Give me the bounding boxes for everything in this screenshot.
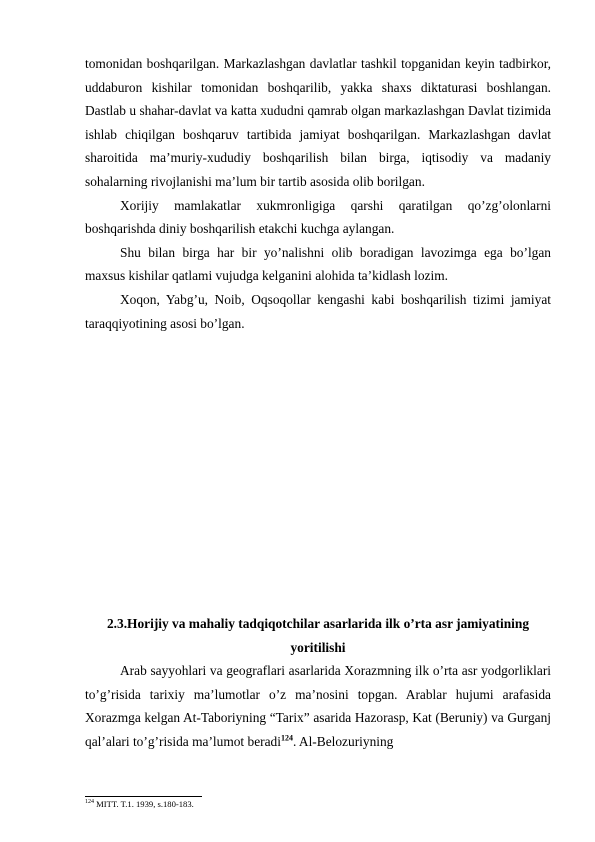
paragraph: Xoqon, Yabg’u, Noib, Oqsoqollar kengashi kabi boshqarilish tizimi jamiyat taraqqiyotining asosi bo’lgan.: [85, 291, 551, 331]
paragraph: [85, 659, 551, 753]
section-heading: [85, 612, 551, 659]
section-heading-line: yoritilishi: [290, 639, 346, 655]
paragraph-text: . Al-Belozuriyning: [292, 733, 394, 749]
paragraph-text: Arab sayyohlari va geograflari asarlarida Xorazmning ilk o’rta asr yodgorliklari to’g’risida tarixiy ma’lumotlar o’z ma’nosini topgan. Arablar hujumi arafasida Xorazmga kelgan At-Taboriyning “Tarix” asarida Hazorasp, Kat (Beruniy) va Gurganj qal’alari to’g’risida ma’lumot beradi: [85, 663, 551, 749]
footnote: [85, 799, 551, 810]
footnote-text: MITT. T.1. 1939, s.180-183.: [94, 799, 194, 809]
footnote-divider: [85, 796, 202, 797]
body-text-top: [85, 52, 551, 335]
footnote-reference: 124: [280, 733, 293, 743]
section-heading-line: 2.3.Horijiy va mahaliy tadqiqotchilar asarlarida ilk o’rta asr jamiyatining: [106, 616, 530, 631]
paragraph: Xorijiy mamlakatlar xukmronligiga qarshi qaratilgan qo’zg’olonlarni boshqarishda diniy boshqarilish etakchi kuchga aylangan.: [85, 197, 551, 237]
paragraph: tomonidan boshqarilgan. Markazlashgan davlatlar tashkil topganidan keyin tadbirkor, uddaburon kishilar tomonidan boshqarilib, yakka shaxs diktaturasi boshlangan. Dastlab u shahar-davlat va katta xududni qamrab olgan markazlashgan Davlat tizimida ishlab chiqilgan boshqaruv tartibida jamiyat boshqarilgan. Markazlashgan davlat sharoitida ma’muriy-xududiy boshqarilish bilan birga, iqtisodiy va madaniy sohalarning rivojlanishi ma’lum bir tartib asosida olib borilgan.: [85, 56, 551, 189]
body-text-bottom: [85, 659, 551, 753]
footnote-mark: 124: [85, 799, 94, 806]
paragraph: Shu bilan birga har bir yo’nalishni olib boradigan lavozimga ega bo’lgan maxsus kishilar qatlami vujudga kelganini alohida ta’kidlash lozim.: [85, 244, 551, 284]
